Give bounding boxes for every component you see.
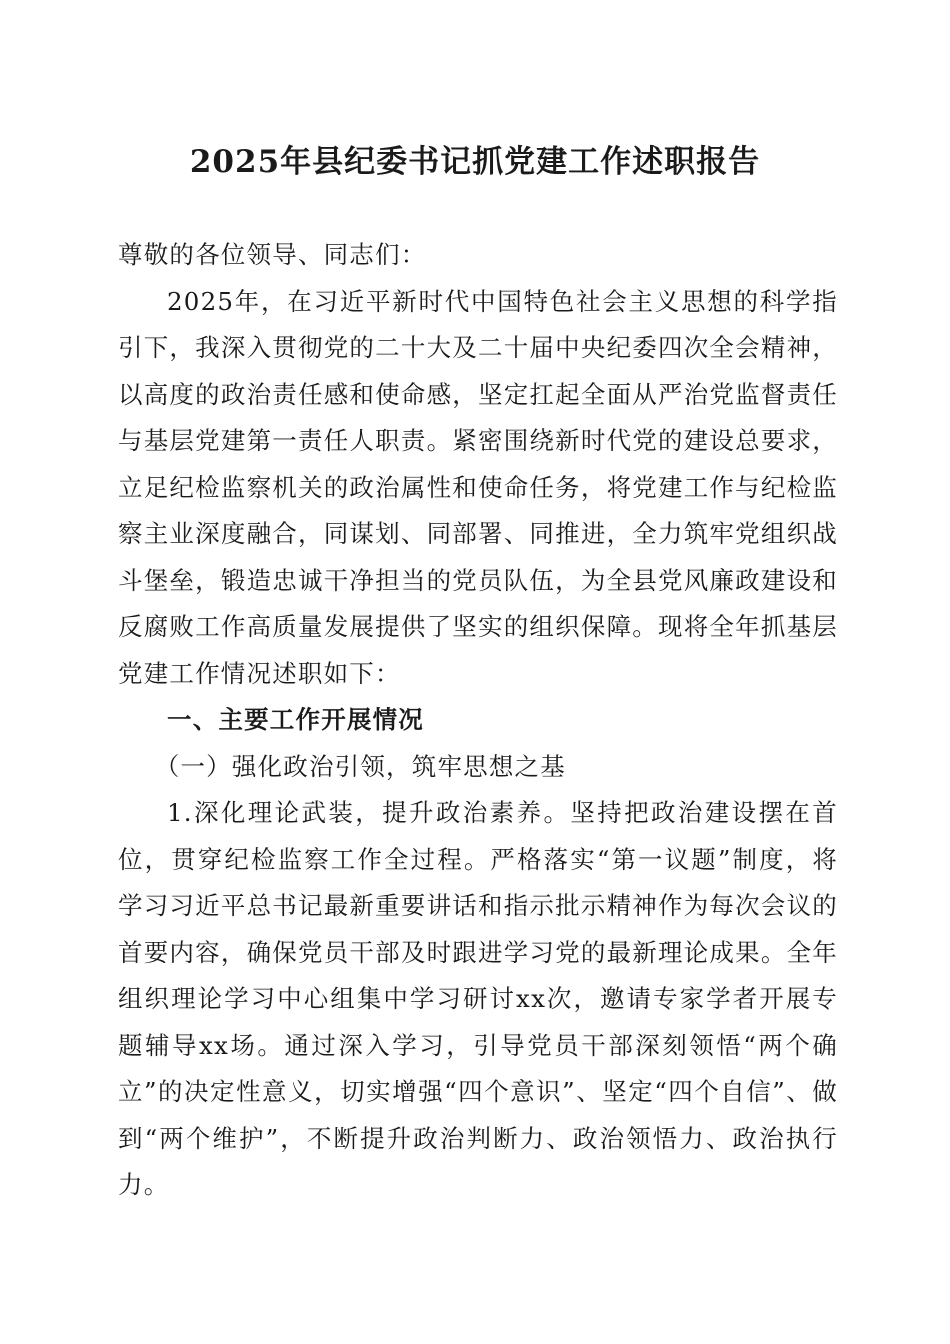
document-body [118,232,838,1209]
subsection-heading: （一）强化政治引领，筑牢思想之基 [154,751,566,781]
body-paragraph: 1.深化理论武装，提升政治素养。坚持把政治建设摆在首位，贯穿纪检监察工作全过程。严格落实“第一议题”制度，将学习习近平总书记最新重要讲话和指示批示精神作为每次会议的首要内容，确保党员干部及时跟进学习党的最新理论成果。全年组织理论学习中心组集中学习研讨xx次，邀请专家学者开展专题辅导xx场。通过深入学习，引导党员干部深刻领悟“两个确立”的决定性意义，切实增强“四个意识”、坚定“四个自信”、做到“两个维护”，不断提升政治判断力、政治领悟力、政治执行力。 [118,798,838,1199]
salutation: 尊敬的各位领导、同志们： [118,240,427,269]
intro-paragraph: 2025年，在习近平新时代中国特色社会主义思想的科学指引下，我深入贯彻党的二十大及二十届中央纪委四次全会精神，以高度的政治责任感和使命感，坚定扛起全面从严治党监督责任与基层党建第一责任人职责。紧密围绕新时代党的建设总要求，立足纪检监察机关的政治属性和使命任务，将党建工作与纪检监察主业深度融合，同谋划、同部署、同推进，全力筑牢党组织战斗堡垒，锻造忠诚干净担当的党员队伍，为全县党风廉政建设和反腐败工作高质量发展提供了坚实的组织保障。现将全年抓基层党建工作情况述职如下： [118,286,838,688]
document-title: 2025年县纪委书记抓党建工作述职报告 [189,144,761,180]
section-heading: 一、主要工作开展情况 [167,705,424,734]
